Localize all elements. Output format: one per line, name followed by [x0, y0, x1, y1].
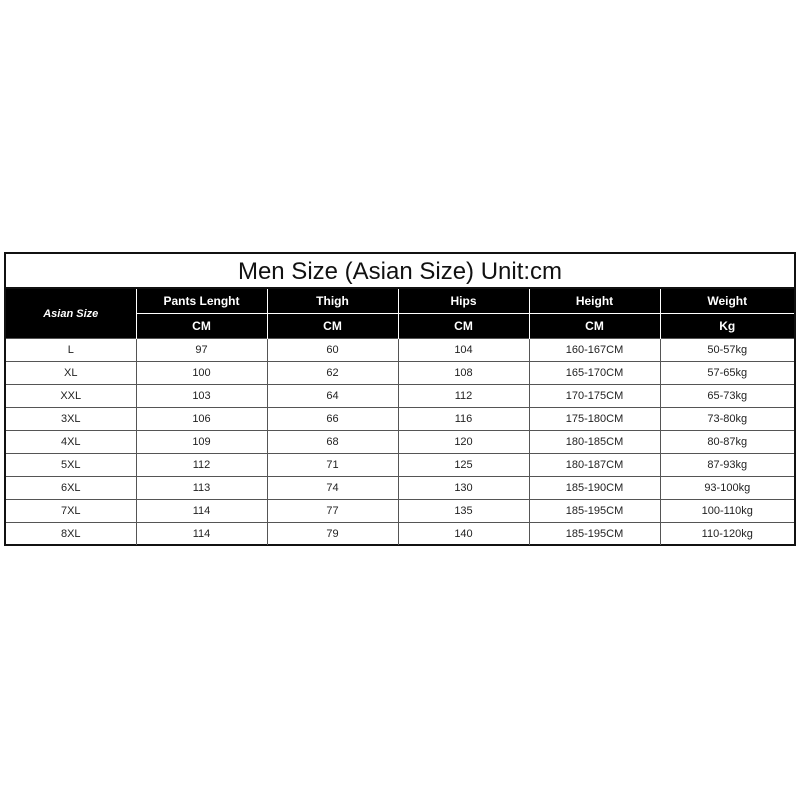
unit-thigh: CM [267, 314, 398, 339]
cell-pants-length: 103 [136, 385, 267, 408]
cell-size: XXL [6, 385, 136, 408]
cell-hips: 116 [398, 408, 529, 431]
cell-hips: 135 [398, 500, 529, 523]
cell-pants-length: 114 [136, 523, 267, 546]
cell-height: 170-175CM [529, 385, 660, 408]
cell-pants-length: 100 [136, 362, 267, 385]
cell-size: XL [6, 362, 136, 385]
chart-title: Men Size (Asian Size) Unit:cm [6, 254, 794, 289]
cell-height: 185-195CM [529, 523, 660, 546]
unit-pants-length: CM [136, 314, 267, 339]
header-hips: Hips [398, 289, 529, 314]
cell-size: 6XL [6, 477, 136, 500]
cell-weight: 50-57kg [660, 339, 794, 362]
cell-hips: 120 [398, 431, 529, 454]
cell-size: 5XL [6, 454, 136, 477]
table-row [6, 431, 794, 454]
table-row [6, 523, 794, 546]
cell-hips: 112 [398, 385, 529, 408]
table-row [6, 454, 794, 477]
cell-height: 180-185CM [529, 431, 660, 454]
cell-weight: 57-65kg [660, 362, 794, 385]
cell-weight: 65-73kg [660, 385, 794, 408]
cell-height: 165-170CM [529, 362, 660, 385]
cell-weight: 110-120kg [660, 523, 794, 546]
cell-thigh: 77 [267, 500, 398, 523]
cell-pants-length: 109 [136, 431, 267, 454]
header-weight: Weight [660, 289, 794, 314]
cell-thigh: 66 [267, 408, 398, 431]
table-row [6, 362, 794, 385]
cell-height: 185-195CM [529, 500, 660, 523]
size-table [6, 289, 794, 545]
cell-thigh: 79 [267, 523, 398, 546]
cell-height: 185-190CM [529, 477, 660, 500]
cell-height: 180-187CM [529, 454, 660, 477]
cell-thigh: 71 [267, 454, 398, 477]
cell-weight: 93-100kg [660, 477, 794, 500]
table-row [6, 477, 794, 500]
cell-pants-length: 113 [136, 477, 267, 500]
cell-weight: 80-87kg [660, 431, 794, 454]
cell-height: 160-167CM [529, 339, 660, 362]
cell-pants-length: 112 [136, 454, 267, 477]
cell-hips: 140 [398, 523, 529, 546]
cell-weight: 73-80kg [660, 408, 794, 431]
cell-pants-length: 114 [136, 500, 267, 523]
cell-size: 8XL [6, 523, 136, 546]
header-height: Height [529, 289, 660, 314]
cell-thigh: 68 [267, 431, 398, 454]
cell-thigh: 74 [267, 477, 398, 500]
header-pants-length: Pants Lenght [136, 289, 267, 314]
cell-hips: 125 [398, 454, 529, 477]
unit-hips: CM [398, 314, 529, 339]
cell-thigh: 64 [267, 385, 398, 408]
cell-hips: 104 [398, 339, 529, 362]
header-asian-size: Asian Size [6, 289, 136, 339]
table-row [6, 500, 794, 523]
size-chart [4, 252, 796, 546]
cell-size: 7XL [6, 500, 136, 523]
cell-hips: 108 [398, 362, 529, 385]
cell-weight: 100-110kg [660, 500, 794, 523]
cell-size: 4XL [6, 431, 136, 454]
cell-size: 3XL [6, 408, 136, 431]
table-row [6, 408, 794, 431]
header-thigh: Thigh [267, 289, 398, 314]
table-row [6, 339, 794, 362]
cell-weight: 87-93kg [660, 454, 794, 477]
cell-pants-length: 106 [136, 408, 267, 431]
unit-height: CM [529, 314, 660, 339]
table-row [6, 385, 794, 408]
cell-thigh: 60 [267, 339, 398, 362]
cell-size: L [6, 339, 136, 362]
unit-weight: Kg [660, 314, 794, 339]
cell-hips: 130 [398, 477, 529, 500]
cell-thigh: 62 [267, 362, 398, 385]
header-row-names [6, 289, 794, 314]
cell-height: 175-180CM [529, 408, 660, 431]
cell-pants-length: 97 [136, 339, 267, 362]
